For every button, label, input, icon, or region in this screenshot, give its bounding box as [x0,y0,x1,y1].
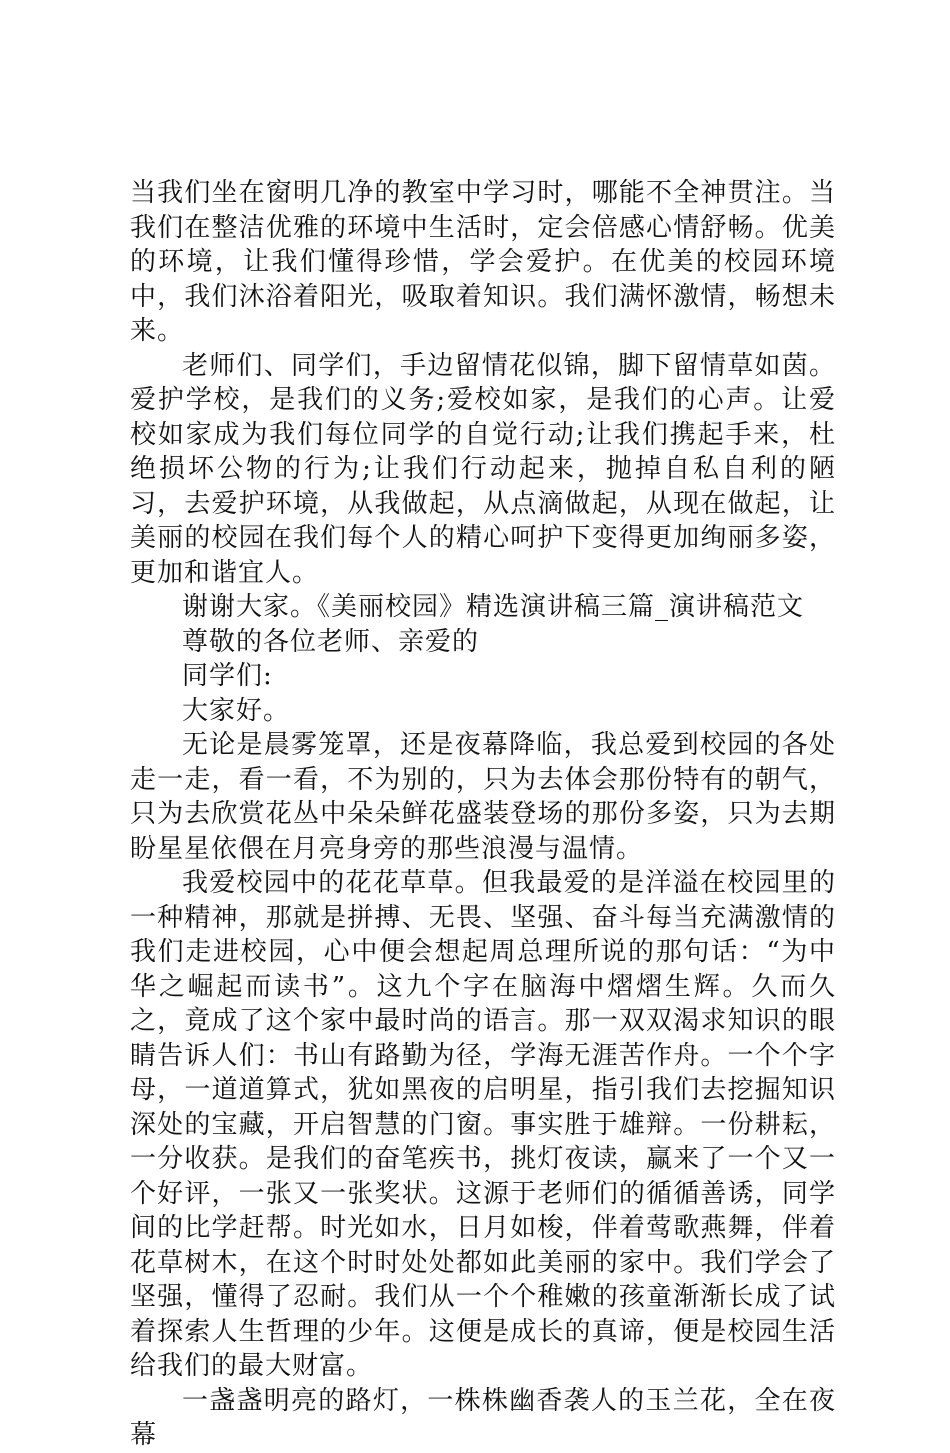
paragraph: 同学们: [182,661,273,691]
paragraph: 当我们坐在窗明几净的教室中学习时，哪能不全神贯注。当我们在整洁优雅的环境中生活时，定会倍感心情舒畅。优美的环境，让我们懂得珍惜，学会爱护。在优美的校园环境中，我们沐浴着阳光，吸取着知识。我们满怀激情，畅想未来。 [130,178,836,346]
paragraph: 尊敬的各位老师、亲爱的 [182,626,480,657]
paragraph: 大家好。 [182,695,291,726]
paragraph: 我爱校园中的花花草草。但我最爱的是洋溢在校园里的一种精神，那就是拼搏、无畏、坚强、奋斗每当充满激情的我们走进校园，心中便会想起周总理所说的那句话：“为中华之崛起而读书”。这九个字在脑海中熠熠生辉。久而久之，竟成了这个家中最时尚的语言。那一双双渴求知识的眼睛告诉人们：书山有路勤为径，学海无涯苦作舟。一个个字母，一道道算式，犹如黑夜的启明星，指引我们去挖掘知识深处的宝藏，开启智慧的门窗。事实胜于雄辩。一份耕耘，一分收获。是我们的奋笔疾书，挑灯夜读，赢来了一个又一个好评，一张又一张奖状。这源于老师们的循循善诱，同学间的比学赶帮。时光如水，日月如梭，伴着莺歌燕舞，伴着花草树木，在这个时时处处都如此美丽的家中。我们学会了坚强，懂得了忍耐。我们从一个个稚嫩的孩童渐渐长成了试着探索人生哲理的少年。这便是成长的真谛，便是校园生活给我们的最大财富。 [130,868,836,1381]
paragraph: 老师们、同学们，手边留情花似锦，脚下留情草如茵。爱护学校，是我们的义务;爱校如家，是我们的心声。让爱校如家成为我们每位同学的自觉行动;让我们携起手来，杜绝损坏公物的行为;让我们行动起来，抛掉自私自利的陋习，去爱护环境，从我做起，从点滴做起，从现在做起，让美丽的校园在我们每个人的精心呵护下变得更加绚丽多姿，更加和谐宜人。 [130,350,836,588]
paragraph: 谢谢大家。《美丽校园》精选演讲稿三篇_演讲稿范文 [182,592,805,622]
document-body [130,176,836,1453]
paragraph: 无论是晨雾笼罩，还是夜幕降临，我总爱到校园的各处走一走，看一看，不为别的，只为去体会那份特有的朝气，只为去欣赏花丛中朵朵鲜花盛装登场的那份多姿，只为去期盼星星依偎在月亮身旁的那些浪漫与温情。 [130,730,836,864]
paragraph: 一盏盏明亮的路灯，一株株幽香袭人的玉兰花，全在夜幕 [130,1385,836,1450]
